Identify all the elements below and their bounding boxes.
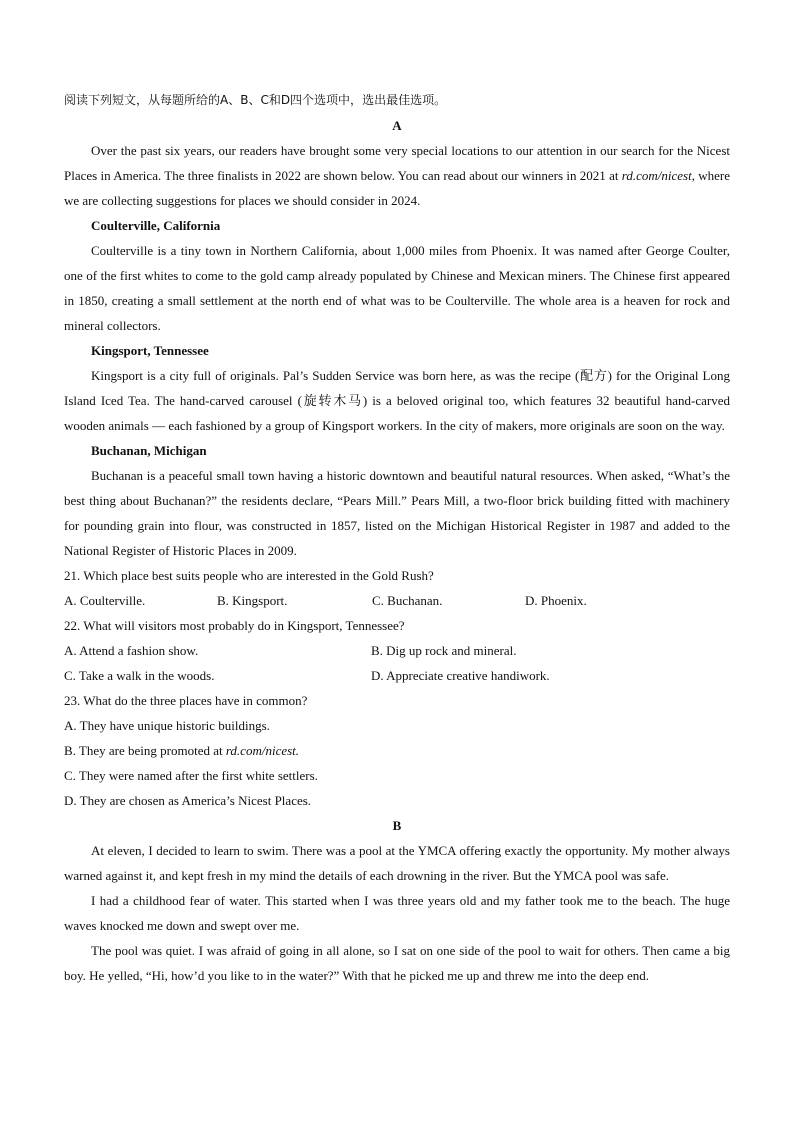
section-heading-kingsport: Kingsport, Tennessee [91,343,209,358]
q23-option-b[interactable] [64,738,730,763]
question-23-stem: 23. What do the three places have in common? [64,693,308,708]
q23-option-b-link: rd.com/nicest. [225,743,300,758]
q21-option-a[interactable]: A. Coulterville. [64,593,146,608]
q23-option-d[interactable]: D. They are chosen as America’s Nicest Places. [64,793,312,808]
question-21-stem: 21. Which place best suits people who are interested in the Gold Rush? [64,568,434,583]
section-body-coulterville: Coulterville is a tiny town in Northern California, about 1,000 miles from Phoenix. It was named after George Coulter, one of the first whites to come to the gold camp already populated by Chinese and Mexican miners. The Chinese first appeared in 1850, creating a small settlement at the north end of what was to be Coulterville. The whole area is a heaven for rock and mineral collectors. [64,243,730,333]
passage-b-paragraph-2: I had a childhood fear of water. This started when I was three years old and my father took me to the beach. The huge waves knocked me down and swept over me. [64,893,730,933]
question-22-stem: 22. What will visitors most probably do in Kingsport, Tennessee? [64,618,405,633]
q22-option-d[interactable]: D. Appreciate creative handiwork. [371,668,550,683]
q23-option-b-text: B. They are being promoted at [64,743,226,758]
passage-b-label: B [392,818,402,833]
section-body-kingsport: Kingsport is a city full of originals. Pal’s Sudden Service was born here, as was the recipe (配方) for the Original Long Island Iced Tea. The hand-carved carousel (旋转木马) is a beloved original too, which features 32 beautiful hand-carved wooden animals — each fashioned by a group of Kingsport workers. In the city of makers, more originals are soon on the way. [64,368,730,433]
q23-option-a[interactable]: A. They have unique historic buildings. [64,718,270,733]
intro-link: rd.com/nicest [621,168,692,183]
document-content [64,88,730,988]
question-22-options-row-2 [64,663,730,688]
passage-a-label: A [392,118,402,133]
intro-text-2: , where we are collecting suggestions for places we should consider in 2024. [64,168,730,208]
section-body-buchanan: Buchanan is a peaceful small town having a historic downtown and beautiful natural resources. When asked, “What’s the best thing about Buchanan?” the residents declare, “Pears Mill.” Pears Mill, a two-floor brick building fitted with machinery for pounding grain into flour, was constructed in 1857, listed on the Michigan Historical Register in 1987 and added to the National Register of Historic Places in 2009. [64,468,730,558]
q21-option-b[interactable]: B. Kingsport. [217,593,288,608]
q21-option-c[interactable]: C. Buchanan. [372,593,443,608]
passage-b-paragraph-1: At eleven, I decided to learn to swim. There was a pool at the YMCA offering exactly the opportunity. My mother always warned against it, and kept fresh in my mind the details of each drowning in the river. But the YMCA pool was safe. [64,843,730,883]
q23-option-c[interactable]: C. They were named after the first white settlers. [64,768,318,783]
section-heading-coulterville: Coulterville, California [91,218,221,233]
q21-option-d[interactable]: D. Phoenix. [525,593,587,608]
q22-option-c[interactable]: C. Take a walk in the woods. [64,668,215,683]
passage-a-intro [64,138,730,213]
question-21-options [64,588,730,613]
section-heading-buchanan: Buchanan, Michigan [91,443,207,458]
instruction-text: 阅读下列短文，从每题所给的A、B、C和D四个选项中，选出最佳选项。 [64,93,447,107]
passage-b-paragraph-3: The pool was quiet. I was afraid of going in all alone, so I sat on one side of the pool to wait for others. Then came a big boy. He yelled, “Hi, how’d you like to in the water?” With that he picked me up and threw me into the deep end. [64,943,730,983]
q22-option-b[interactable]: B. Dig up rock and mineral. [371,643,517,658]
intro-text-1: Over the past six years, our readers have brought some very special locations to our attention in our search for the Nicest Places in America. The three finalists in 2022 are shown below. You can read about our winners in 2021 at [64,143,730,183]
question-22-options-row-1 [64,638,730,663]
q22-option-a[interactable]: A. Attend a fashion show. [64,643,199,658]
